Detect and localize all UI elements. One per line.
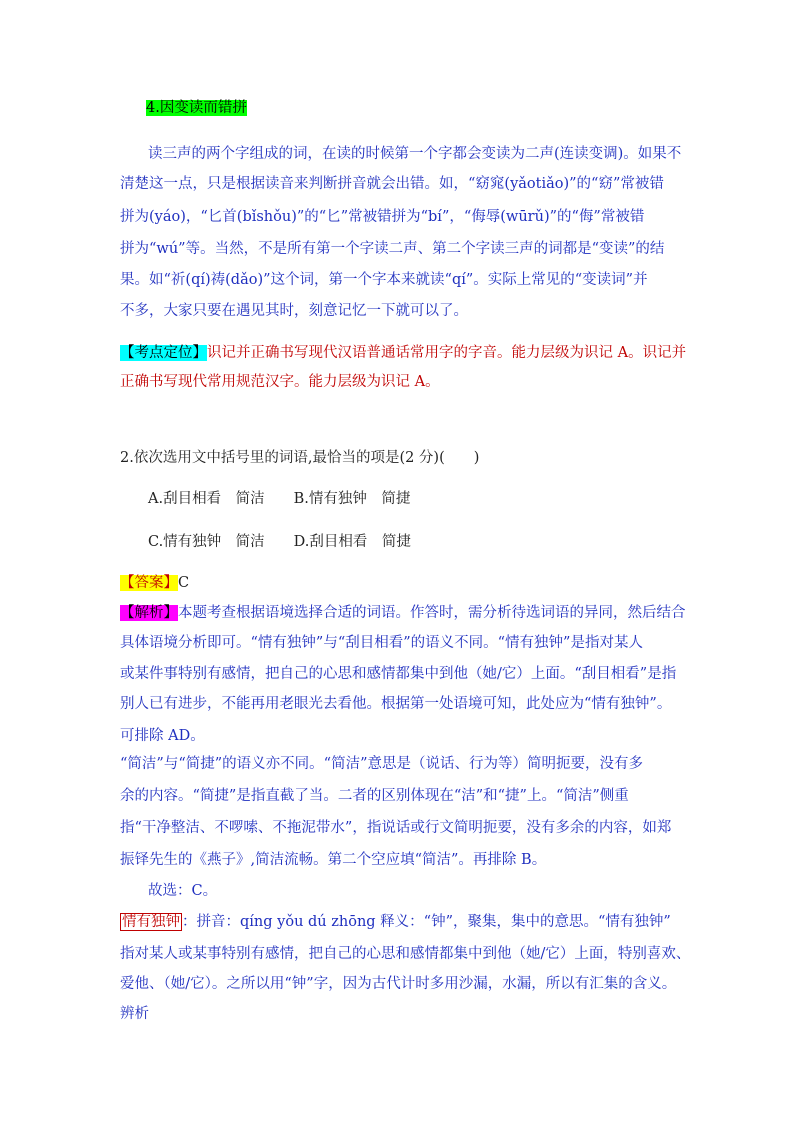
analysis-first-line: 本题考查根据语境选择合适的词语。作答时，需分析待选词语的异同，然后结合	[178, 605, 686, 621]
question-stem: 2.依次选用文中括号里的词语,最恰当的项是(2 分)( )	[120, 450, 480, 466]
paragraph-line: 拼为(yáo)，“匕首(bǐshǒu)”的“匕”常被错拼为“bí”，“侮辱(wūrǔ)”的“侮”常被错	[120, 209, 645, 225]
paragraph-line: 不多，大家只要在遇见其时，刻意记忆一下就可以了。	[120, 303, 468, 319]
paragraph-line: 果。如“祈(qí)祷(dǎo)”这个词，第一个字本来就读“qí”。实际上常见的“变读词”并	[120, 272, 648, 288]
analysis-line: 可排除 AD。	[120, 728, 205, 744]
analysis-line: 振铎先生的《燕子》,简洁流畅。第二个空应填“简洁”。再排除 B。	[120, 852, 547, 868]
analysis-conclusion: 故选：C。	[148, 883, 218, 899]
analysis-line: 具体语境分析即可。“情有独钟”与“刮目相看”的语义不同。“情有独钟”是指对某人	[120, 635, 643, 651]
question-options-row-1: A.刮目相看 简洁 B.情有独钟 简捷	[148, 491, 411, 507]
section-heading-text: 4.因变读而错拼	[146, 100, 247, 116]
answer-label: 【答案】	[120, 575, 178, 591]
analysis-line: 别人已有进步，不能再用老眼光去看他。根据第一处语境可知，此处应为“情有独钟”。	[120, 696, 672, 712]
vocab-term: 情有独钟	[122, 914, 180, 930]
analysis-line: 指“干净整洁、不啰嗦、不拖泥带水”，指说话或行文简明扼要，没有多余的内容，如郑	[120, 820, 672, 836]
exam-point-text: 识记并正确书写现代汉语普通话常用字的字音。能力层级为识记 A。识记并	[207, 345, 687, 361]
section-heading	[146, 98, 247, 118]
paragraph-line: 拼为“wú”等。当然，不是所有第一个字读二声、第二个字读三声的词都是“变读”的结	[120, 241, 665, 257]
question-options-row-2: C.情有独钟 简洁 D.刮目相看 简捷	[148, 534, 411, 550]
answer-line	[120, 573, 189, 593]
vocab-line	[120, 912, 671, 932]
analysis-label: 【解析】	[120, 605, 178, 621]
vocab-first-line: ：拼音：qíng yǒu dú zhōng 释义：“钟”，聚集，集中的意思。“情有独钟”	[182, 914, 671, 930]
exam-point-line-2: 正确书写现代常用规范汉字。能力层级为识记 A。	[120, 374, 440, 390]
exam-point-line	[120, 343, 686, 363]
paragraph-line: 读三声的两个字组成的词，在读的时候第一个字都会变读为二声(连读变调)。如果不	[148, 146, 682, 162]
paragraph-line: 清楚这一点，只是根据读音来判断拼音就会出错。如，“窈窕(yǎotiǎo)”的“窈”常被错	[120, 176, 664, 192]
analysis-line: “简洁”与“简捷”的语义亦不同。“简洁”意思是（说话、行为等）简明扼要，没有多	[120, 756, 643, 772]
vocab-line: 指对某人或某事特别有感情，把自己的心思和感情都集中到他（她/它）上面，特别喜欢、	[120, 946, 691, 962]
analysis-line	[120, 603, 686, 623]
answer-value: C	[178, 575, 190, 591]
analysis-line: 或某件事特别有感情，把自己的心思和感情都集中到他（她/它）上面。“刮目相看”是指	[120, 666, 677, 682]
vocab-line: 辨析	[120, 1006, 149, 1022]
exam-point-label: 【考点定位】	[120, 345, 207, 361]
vocab-line: 爱他、（她/它）。之所以用“钟”字，因为古代计时多用沙漏，水漏，所以有汇集的含义。	[120, 976, 677, 992]
analysis-line: 余的内容。“简捷”是指直截了当。二者的区别体现在“洁”和“捷”上。“简洁”侧重	[120, 788, 629, 804]
